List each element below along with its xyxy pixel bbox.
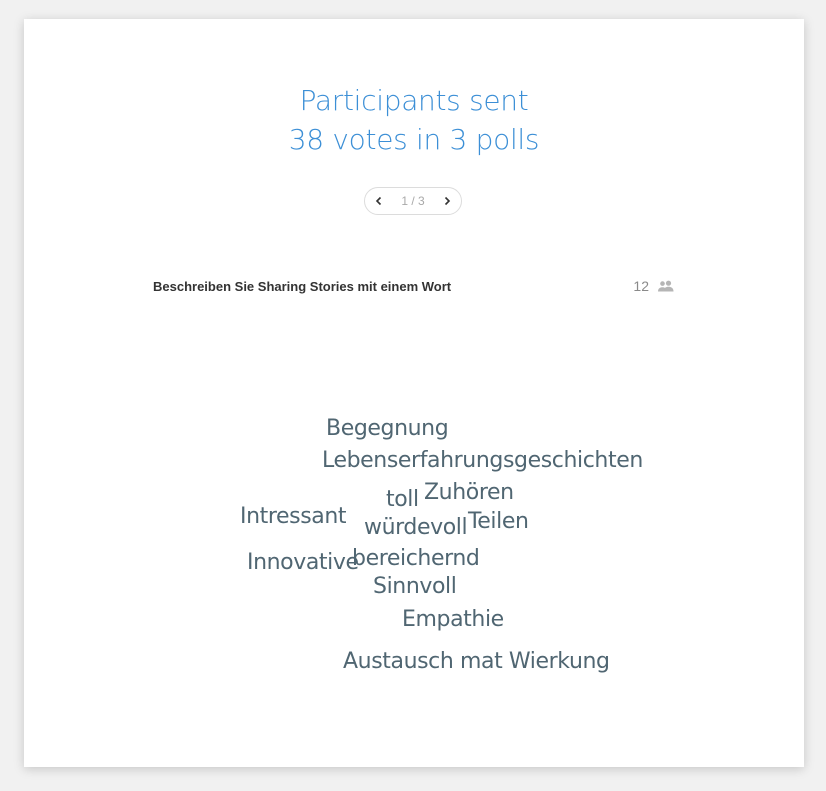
- cloud-word: Innovative: [247, 550, 359, 575]
- cloud-word: Sinnvoll: [373, 574, 457, 599]
- participant-count: [633, 278, 675, 294]
- previous-poll-button[interactable]: [371, 193, 387, 209]
- poll-header: [153, 276, 675, 296]
- poll-title: Beschreiben Sie Sharing Stories mit einem Wort: [153, 278, 452, 294]
- cloud-word: Zuhören: [424, 480, 514, 505]
- summary-line-1: Participants sent: [299, 84, 529, 117]
- cloud-word: würdevoll: [364, 515, 468, 540]
- cloud-word: toll: [386, 487, 419, 512]
- results-summary: [24, 81, 804, 159]
- cloud-word: Begegnung: [326, 416, 449, 441]
- pager-label: 1 / 3: [401, 194, 425, 208]
- participant-count-value: 12: [633, 278, 649, 294]
- results-card: [24, 19, 804, 767]
- cloud-word: Lebenserfahrungsgeschichten: [322, 448, 643, 473]
- cloud-word: Austausch mat Wierkung: [343, 649, 610, 674]
- people-icon: [657, 280, 675, 292]
- cloud-word: Intressant: [240, 504, 347, 529]
- summary-line-2: 38 votes in 3 polls: [288, 123, 540, 156]
- chevron-left-icon: [374, 196, 384, 206]
- next-poll-button[interactable]: [439, 193, 455, 209]
- cloud-word: bereichernd: [352, 546, 480, 571]
- cloud-word: Empathie: [402, 607, 504, 632]
- poll-pager: [364, 187, 462, 215]
- chevron-right-icon: [442, 196, 452, 206]
- cloud-word: Teilen: [468, 509, 529, 534]
